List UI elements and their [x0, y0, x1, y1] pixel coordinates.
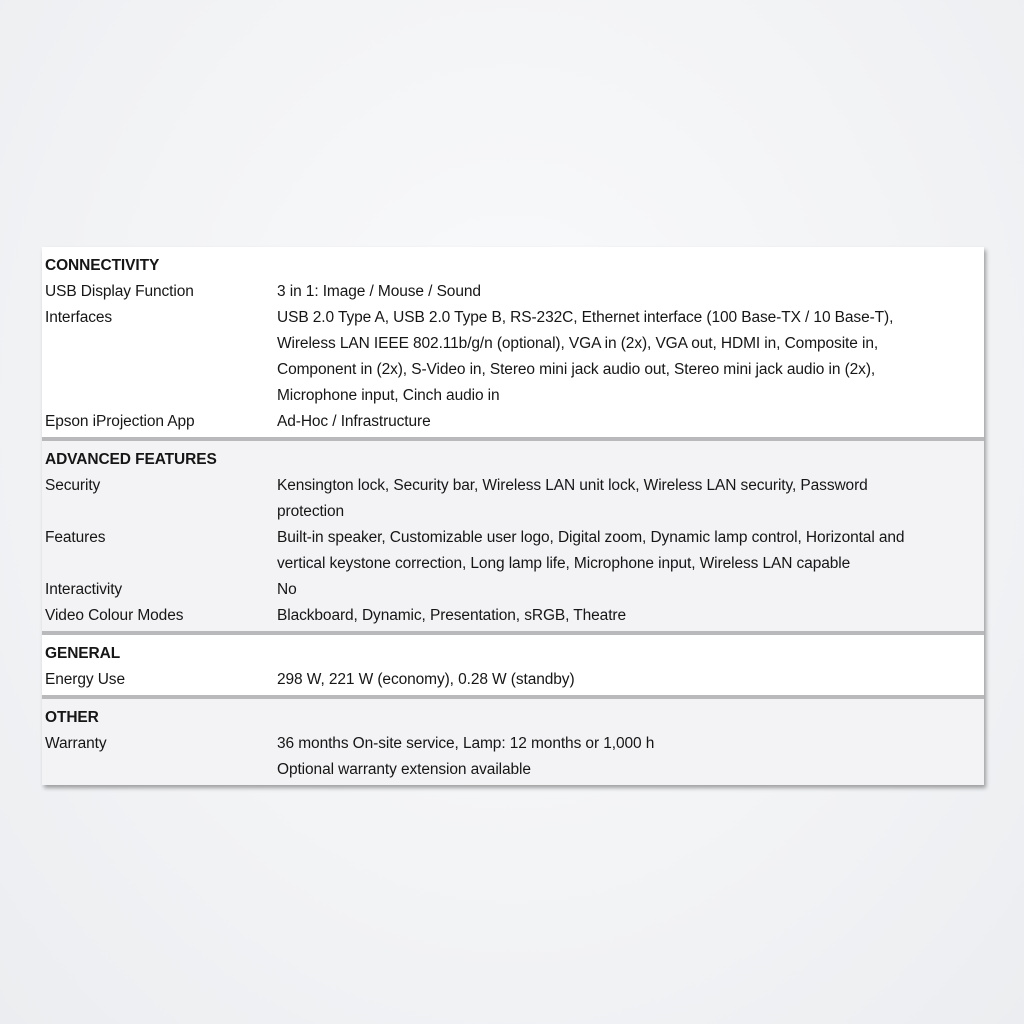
- spec-value-line: Wireless LAN IEEE 802.11b/g/n (optional), VGA in (2x), VGA out, HDMI in, Composite in,: [277, 335, 879, 352]
- spec-value-line: protection: [277, 503, 345, 520]
- spec-row-interfaces: [45, 305, 980, 409]
- spec-value: [277, 603, 980, 629]
- section-title: OTHER: [45, 709, 99, 726]
- spec-value-line: USB 2.0 Type A, USB 2.0 Type B, RS-232C, Ethernet interface (100 Base-TX / 10 Base-T),: [277, 309, 894, 326]
- spec-row-interactivity: [45, 577, 980, 603]
- section-title: ADVANCED FEATURES: [45, 451, 217, 468]
- spec-value-line: 36 months On-site service, Lamp: 12 months or 1,000 h: [277, 735, 655, 752]
- spec-label: Warranty: [45, 735, 107, 752]
- spec-value: [277, 667, 980, 693]
- spec-value-line: Ad-Hoc / Infrastructure: [277, 413, 431, 430]
- section-title: CONNECTIVITY: [45, 257, 160, 274]
- spec-row-features: [45, 525, 980, 577]
- spec-label: Security: [45, 477, 101, 494]
- spec-row-usb-display-function: [45, 279, 980, 305]
- spec-value-line: vertical keystone correction, Long lamp life, Microphone input, Wireless LAN capable: [277, 555, 851, 572]
- spec-row-epson-iprojection-app: [45, 409, 980, 435]
- spec-value-line: Built-in speaker, Customizable user logo, Digital zoom, Dynamic lamp control, Horizontal and: [277, 529, 905, 546]
- spec-value-line: Component in (2x), S-Video in, Stereo mini jack audio out, Stereo mini jack audio in (2x),: [277, 361, 876, 378]
- spec-label: Epson iProjection App: [45, 413, 195, 430]
- spec-label: Features: [45, 529, 106, 546]
- section-general: [42, 635, 984, 695]
- spec-label: Interfaces: [45, 309, 113, 326]
- spec-value: [277, 577, 980, 603]
- spec-value: [277, 525, 980, 577]
- spec-row-warranty: [45, 731, 980, 783]
- spec-row-video-colour-modes: [45, 603, 980, 629]
- spec-value-line: 298 W, 221 W (economy), 0.28 W (standby): [277, 671, 575, 688]
- spec-value: [277, 305, 980, 409]
- spec-label: Video Colour Modes: [45, 607, 184, 624]
- spec-value: [277, 409, 980, 435]
- spec-row-security: [45, 473, 980, 525]
- section-other: [42, 699, 984, 785]
- spec-table: [42, 247, 984, 785]
- section-title: GENERAL: [45, 645, 121, 662]
- spec-value-line: Optional warranty extension available: [277, 761, 531, 778]
- spec-value: [277, 473, 980, 525]
- section-advanced-features: [42, 441, 984, 631]
- spec-label: USB Display Function: [45, 283, 194, 300]
- spec-label: Energy Use: [45, 671, 125, 688]
- spec-value-line: Blackboard, Dynamic, Presentation, sRGB, Theatre: [277, 607, 626, 624]
- section-connectivity: [42, 247, 984, 437]
- spec-value: [277, 731, 980, 783]
- spec-value-line: 3 in 1: Image / Mouse / Sound: [277, 283, 481, 300]
- spec-value-line: No: [277, 581, 297, 598]
- spec-value-line: Kensington lock, Security bar, Wireless LAN unit lock, Wireless LAN security, Password: [277, 477, 868, 494]
- spec-label: Interactivity: [45, 581, 123, 598]
- spec-value-line: Microphone input, Cinch audio in: [277, 387, 500, 404]
- spec-value: [277, 279, 980, 305]
- spec-row-energy-use: [45, 667, 980, 693]
